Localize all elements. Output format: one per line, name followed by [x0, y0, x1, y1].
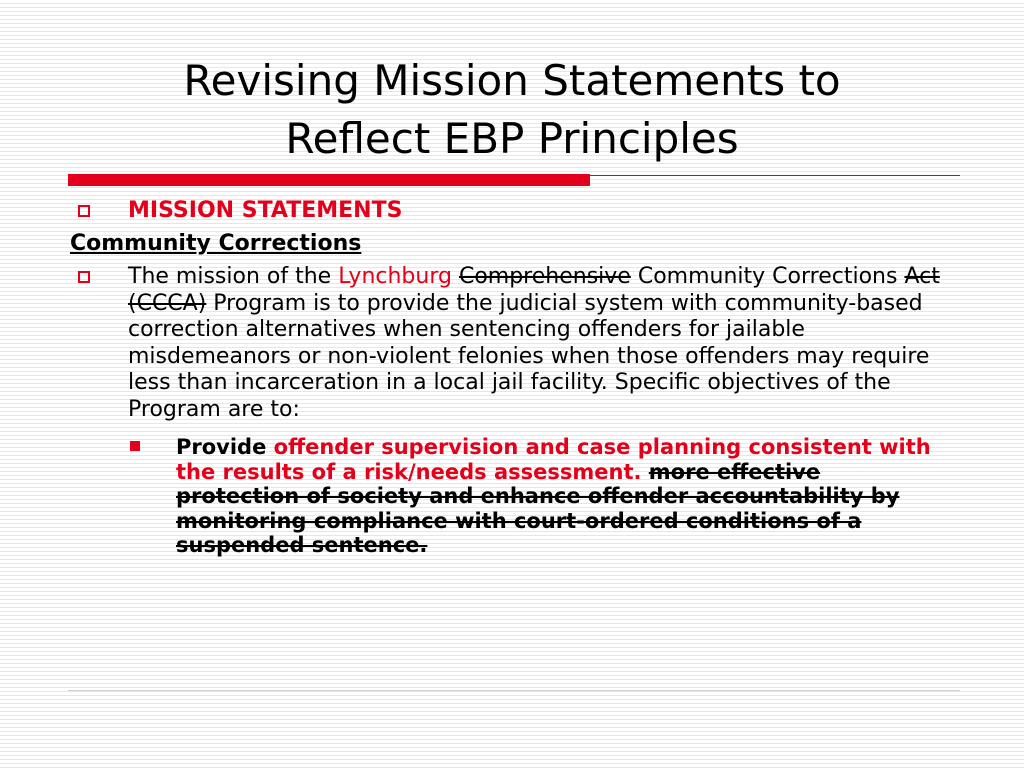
title-line-1: Revising Mission Statements to	[183, 56, 841, 105]
objective-text-1: Provide	[176, 435, 274, 459]
hollow-square-bullet-icon	[78, 205, 90, 217]
objective-text-red: offender supervision and case planning consistent with the results of a risk/needs assessment.	[176, 435, 931, 484]
bottom-rule	[68, 690, 960, 691]
solid-square-bullet-icon	[130, 441, 140, 451]
objective-sub-bullet	[176, 435, 970, 558]
para-text-1: The mission of the	[128, 264, 339, 289]
objective-text-strike: more effective protection of society and enhance offender accountability by monitoring compliance with court-ordered conditions of a suspended sentence.	[176, 459, 900, 557]
mission-paragraph	[70, 264, 970, 423]
para-text-lynchburg: Lynchburg	[338, 264, 452, 289]
section-heading-row	[70, 196, 970, 226]
title-rule-thick	[68, 174, 590, 186]
para-text-3	[452, 264, 459, 289]
para-text-7: Program is to provide the judicial system with community-based correction alternatives when sentencing offenders for jailable misdemeanors or non-violent felonies when those offenders may require less than incarceration in a local jail facility. Specific objectives of the Program are to:	[128, 290, 930, 422]
objective-text-3	[641, 460, 648, 484]
para-text-strike-comprehensive: Comprehensive	[458, 264, 631, 289]
hollow-square-bullet-icon	[78, 271, 90, 283]
para-text-5: Community Corrections	[630, 264, 905, 289]
para-text-strike-act: Act (CCCA)	[128, 264, 940, 316]
title-line-2: Reflect EBP Principles	[285, 114, 739, 163]
title-rule-thin	[590, 175, 960, 176]
slide-content	[70, 196, 970, 558]
slide-title	[60, 52, 964, 168]
subheading: Community Corrections	[70, 231, 362, 256]
objective-text	[176, 435, 946, 558]
section-heading: MISSION STATEMENTS	[128, 198, 403, 223]
